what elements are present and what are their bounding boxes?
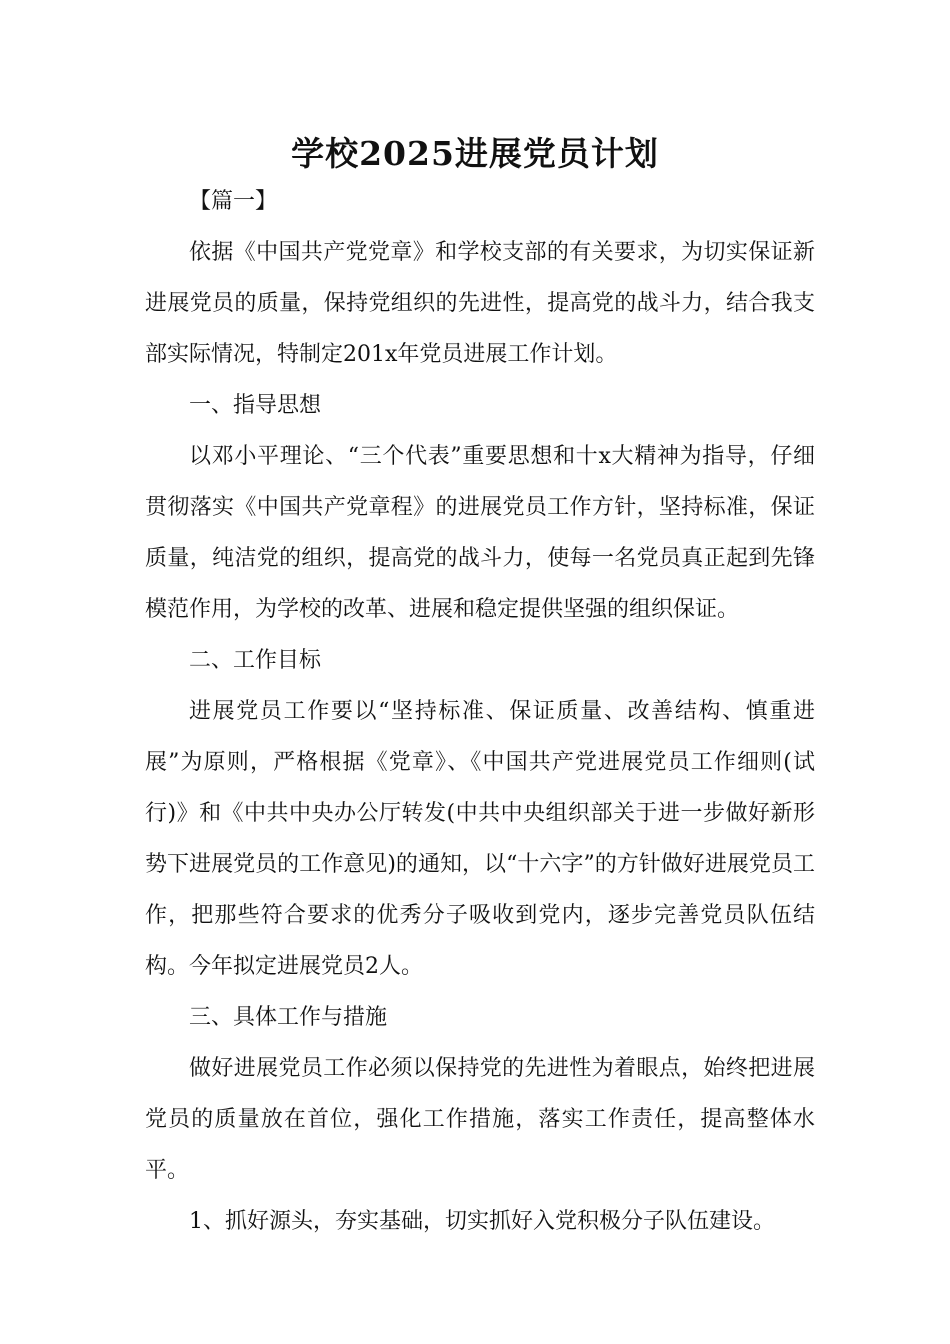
paragraph-measures: 做好进展党员工作必须以保持党的先进性为着眼点，始终把进展党员的质量放在首位，强化工作措施，落实工作责任，提高整体水平。 <box>145 1056 815 1183</box>
document-title: 学校2025进展党员计划 <box>291 134 659 173</box>
section-label: 【篇一】 <box>189 189 278 214</box>
paragraph-work-goals: 进展党员工作要以“坚持标准、保证质量、改善结构、慎重进展”为原则，严格根据《党章》、《中国共产党进展党员工作细则(试行)》和《中共中央办公厅转发(中共中央组织部关于进一步做好新形势下进展党员的工作意见)的通知，以“十六字”的方针做好进展党员工作，把那些符合要求的优秀分子吸收到党内，逐步完善党员队伍结构。今年拟定进展党员2人。 <box>145 699 815 979</box>
heading-work-goals: 二、工作目标 <box>189 648 322 673</box>
document-body <box>145 176 815 1247</box>
heading-measures: 三、具体工作与措施 <box>189 1005 388 1030</box>
intro-paragraph: 依据《中国共产党党章》和学校支部的有关要求，为切实保证新进展党员的质量，保持党组织的先进性，提高党的战斗力，结合我支部实际情况，特制定201x年党员进展工作计划。 <box>145 240 815 367</box>
list-item-1: 1、抓好源头，夯实基础，切实抓好入党积极分子队伍建设。 <box>189 1209 775 1234</box>
heading-guiding-ideology: 一、指导思想 <box>189 393 322 418</box>
paragraph-guiding-ideology: 以邓小平理论、“三个代表”重要思想和十x大精神为指导，仔细贯彻落实《中国共产党章程》的进展党员工作方针，坚持标准，保证质量，纯洁党的组织，提高党的战斗力，使每一名党员真正起到先锋模范作用，为学校的改革、进展和稳定提供坚强的组织保证。 <box>145 444 815 622</box>
